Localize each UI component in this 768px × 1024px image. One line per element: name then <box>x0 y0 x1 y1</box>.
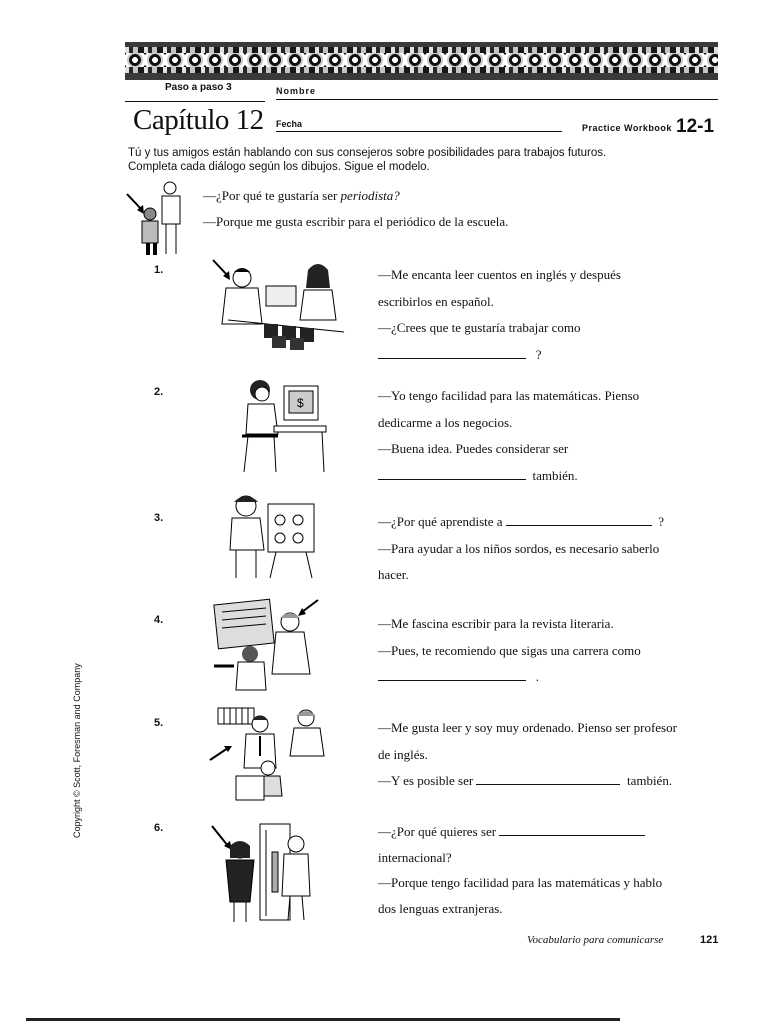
answer-blank[interactable] <box>378 348 526 359</box>
item-4-illustration <box>210 596 322 694</box>
dialog-prefix: —Y es posible ser <box>378 773 474 788</box>
model-question-answer: periodista? <box>340 188 400 203</box>
dialog-line <box>378 509 664 536</box>
svg-text:$: $ <box>297 396 304 410</box>
fecha-line[interactable] <box>276 131 562 132</box>
copyright-notice: Copyright © Scott, Foresman and Company <box>72 663 82 838</box>
dialog-line: hacer. <box>378 567 409 582</box>
dialog-line: —Pues, te recomiendo que sigas una carrera como <box>378 642 641 658</box>
nombre-line[interactable] <box>276 99 718 100</box>
page-number: 121 <box>700 934 719 946</box>
instructions-line-1: Tú y tus amigos están hablando con sus consejeros sobre posibilidades para trabajos futuros. <box>128 147 607 159</box>
footer-section: Vocabulario para comunicarse <box>527 934 664 946</box>
answer-blank[interactable] <box>378 670 526 681</box>
dialog-line <box>378 463 639 490</box>
dialog-line: —Me encanta leer cuentos en inglés y después <box>378 267 621 282</box>
dialog-line <box>378 664 641 691</box>
dialog-line: internacional? <box>378 849 452 865</box>
answer-blank[interactable] <box>378 469 526 480</box>
dialog-suffix: también. <box>626 773 673 788</box>
dialog-line: —Buena idea. Puedes considerar ser <box>378 441 569 456</box>
item-2-illustration <box>238 376 330 476</box>
dialog-suffix: . <box>535 669 539 684</box>
item-number: 6. <box>154 822 164 834</box>
dialog-line: —Me fascina escribir para la revista literaria. <box>378 616 614 631</box>
item-3-dialog <box>378 509 664 589</box>
item-5-dialog <box>378 715 677 795</box>
item-5-illustration <box>208 706 328 802</box>
item-2-dialog <box>378 383 639 489</box>
item-number: 1. <box>154 264 164 276</box>
paso-label: Paso a paso 3 <box>165 82 232 93</box>
answer-blank[interactable] <box>476 774 620 785</box>
header-rule <box>125 101 265 102</box>
answer-blank[interactable] <box>506 515 652 526</box>
dialog-line: —Para ayudar a los niños sordos, es necesario saberlo <box>378 540 660 556</box>
dialog-suffix: ? <box>658 514 665 529</box>
dialog-line: —Me gusta leer y soy muy ordenado. Pienso ser profesor <box>378 720 677 735</box>
item-4-dialog <box>378 611 641 691</box>
item-6-dialog <box>378 819 662 921</box>
answer-blank[interactable] <box>499 825 645 836</box>
item-number: 2. <box>154 386 164 398</box>
dialog-line: dedicarme a los negocios. <box>378 414 513 430</box>
dialog-line: —Porque tengo facilidad para las matemáticas y hablo <box>378 875 663 890</box>
dialog-prefix: —¿Por qué aprendiste a <box>378 514 503 529</box>
item-1-dialog <box>378 262 621 368</box>
workbook-label: Practice Workbook <box>582 123 672 133</box>
chapter-title: Capítulo 12 <box>133 104 264 136</box>
dialog-suffix: también. <box>532 467 578 483</box>
dialog-line: dos lenguas extranjeras. <box>378 900 503 916</box>
dialog-line: —¿Crees que te gustaría trabajar como <box>378 320 581 335</box>
dialog-line <box>378 819 662 845</box>
dialog-line: —Yo tengo facilidad para las matemáticas. Pienso <box>378 388 640 403</box>
dialog-line: de inglés. <box>378 746 428 762</box>
dialog-suffix: ? <box>535 346 542 362</box>
item-number: 3. <box>154 512 164 524</box>
model-illustration <box>122 180 192 258</box>
dialog-line <box>378 768 677 795</box>
item-6-illustration <box>210 822 314 924</box>
dialog-line: escribirlos en español. <box>378 293 494 309</box>
fecha-label: Fecha <box>276 119 303 129</box>
instructions <box>128 146 718 174</box>
model-answer: —Porque me gusta escribir para el periódico de la escuela. <box>203 214 509 229</box>
decorative-banner <box>125 42 718 80</box>
banner-wave <box>125 53 718 67</box>
bottom-rule <box>26 1018 620 1021</box>
model-question <box>203 188 400 204</box>
dialog-line <box>378 342 621 369</box>
workbook-number: 12-1 <box>676 116 715 137</box>
item-number: 5. <box>154 717 164 729</box>
item-3-illustration <box>226 492 318 582</box>
item-1-illustration <box>208 258 348 350</box>
model-question-prefix: —¿Por qué te gustaría ser <box>203 188 341 203</box>
nombre-label: Nombre <box>276 86 317 96</box>
dialog-prefix: —¿Por qué quieres ser <box>378 824 497 839</box>
instructions-line-2: Completa cada diálogo según los dibujos. Sigue el modelo. <box>128 161 430 173</box>
item-number: 4. <box>154 614 164 626</box>
